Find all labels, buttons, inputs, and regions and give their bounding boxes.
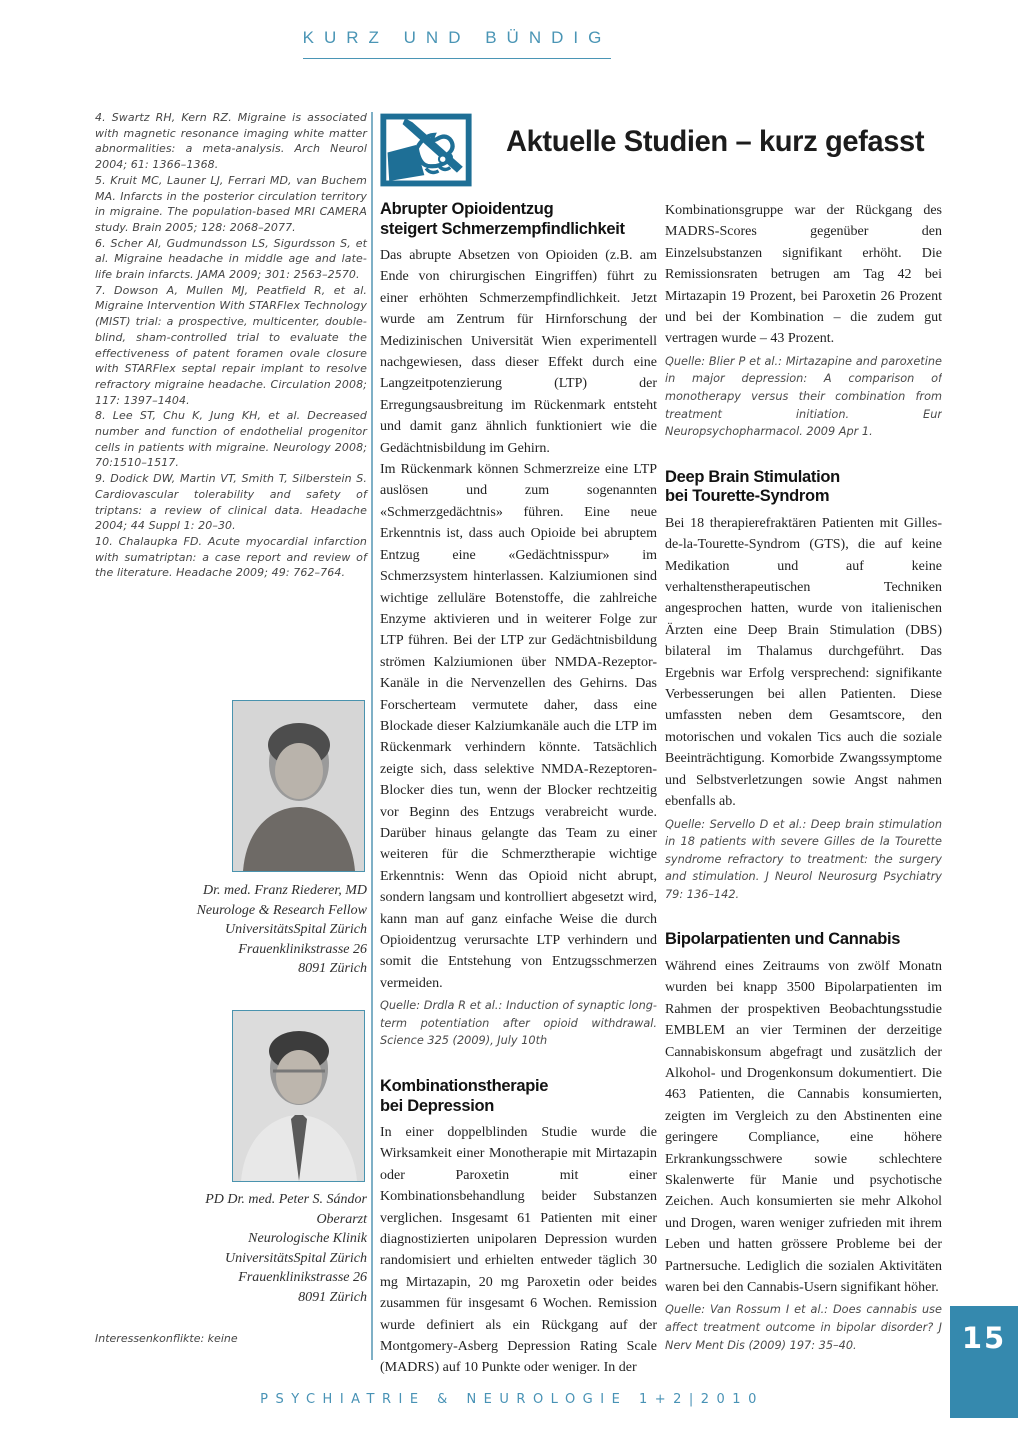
article-paragraph: In einer doppelblinden Studie wurde die Wirksamkeit einer Monotherapie mit Mirtazapin oder Paroxetin mit einer Kombinationsbehandlung beider Substanzen verglichen. Insgesamt 61 Patienten mit einer diagnostizierten unipolaren Depression wurden randomisiert und erhielten entweder täglich 30 mg Mirtazapin, 20 mg Paroxetin oder beides zusammen für insgesamt 6 Wochen. Remission wurde definiert als ein Rückgang auf der Montgomery-Asberg Depression Rating Scale (MADRS) auf 10 Punkte oder weniger. In der — [380, 1125, 657, 1376]
article-source: Quelle: Servello D et al.: Deep brain stimulation in 18 patients with severe Gilles de la Tourette syndrome refractory to treatment: the surgery and stimulation. J Neurol Neurosurg Psychiatry 79: 136–142. — [665, 817, 942, 901]
article-column-middle — [380, 200, 657, 1390]
rubric-title: KURZ UND BÜNDIG — [303, 28, 612, 59]
article-source: Quelle: Blier P et al.: Mirtazapine and paroxetine in major depression: A comparison of monotherapy versus their combination from treatment initiation. Eur Neuropsychopharmacol. 2009 Apr 1. — [665, 354, 942, 439]
article-source: Quelle: Drdla R et al.: Induction of synaptic long-term potentiation after opioid withdrawal. Science 325 (2009), July 10th — [380, 999, 657, 1048]
caption-line: Oberarzt — [316, 1211, 367, 1227]
caption-line: 8091 Zürich — [298, 1289, 367, 1305]
article-heading: Kombinationstherapie bei Depression — [380, 1077, 549, 1115]
reference-list — [95, 110, 367, 581]
article-combination-therapy — [380, 1077, 657, 1379]
reference-item: 8. Lee ST, Chu K, Jung KH, et al. Decreased number and function of endothelial progenitor cells in patients with migraine. Neurology 2008; 70:1510–1517. — [95, 409, 367, 470]
writing-hand-icon — [380, 113, 472, 187]
caption-line: Neurologische Klinik — [248, 1231, 367, 1246]
caption-line: PD Dr. med. Peter S. Sándor — [205, 1192, 367, 1207]
page-number-box — [950, 1306, 1018, 1418]
article-paragraph: Das abrupte Absetzen von Opioiden (z.B. am Ende von chirurgischen Eingriffen) führt zu einer erhöhten Schmerzempfindlichkeit. Jetzt wurde am Zentrum für Hirnforschung der Medizinischen Universität Wien experimentell nachgewiesen, dass dieser Effekt durch eine Langzeitpotenzierung (LTP) der Erregungsausbreitung im Rückenmark entsteht und damit ganz ähnlich funktioniert wie die Gedächtnisbildung im Gehirn. — [380, 248, 657, 456]
author-portrait-riederer — [232, 700, 365, 872]
reference-item: 9. Dodick DW, Martin VT, Smith T, Silberstein S. Cardiovascular tolerability and safety of triptans: a review of clinical data. Headache 2004; 44 Suppl 1: 20–30. — [95, 472, 367, 533]
page-number: 15 — [961, 1321, 1007, 1355]
caption-line: Frauenklinikstrasse 26 — [238, 1270, 367, 1285]
reference-item: 6. Scher AI, Gudmundsson LS, Sigurdsson S, et al. Migraine headache in middle age and late-life brain infarcts. JAMA 2009; 301: 2563–2570. — [95, 236, 367, 282]
author-caption-sandor — [95, 1190, 367, 1307]
journal-footer: PSYCHIATRIE & NEUROLOGIE 1+2|2010 — [260, 1392, 764, 1407]
reference-item: 4. Swartz RH, Kern RZ. Migraine is associated with magnetic resonance imaging white matter abnormalities: a meta-analysis. Arch Neurol 2004; 61: 1366–1368. — [95, 111, 367, 172]
section-title: Aktuelle Studien – kurz gefasst — [506, 125, 925, 158]
rubric-header — [0, 28, 914, 59]
article-paragraph: Kombinationsgruppe war der Rückgang des MADRS-Scores gegenüber den Einzelsubstanzen signifikant erhöht. Die Remissionsraten betrugen am Tag 42 bei Mirtazapin 19 Prozent, bei Paroxetin 26 Prozent und bei der Kombination – die zudem gut vertragen wurde – 43 Prozent. — [665, 203, 942, 347]
article-bipolar-cannabis — [665, 930, 942, 1354]
caption-line: Neurologe & Research Fellow — [196, 902, 367, 918]
caption-line: Dr. med. Franz Riederer, MD — [203, 883, 367, 898]
article-heading: Bipolarpatienten und Cannabis — [665, 930, 901, 949]
reference-item: 5. Kruit MC, Launer LJ, Ferrari MD, van Buchem MA. Infarcts in the posterior circulation territory in migraine. The population-based MRI CAMERA study. Brain 2005; 128: 2068–2077. — [95, 173, 367, 234]
conflict-of-interest-note: Interessenkonflikte: keine — [95, 1332, 238, 1345]
author-caption-riederer — [95, 881, 367, 979]
caption-line: Frauenklinikstrasse 26 — [238, 941, 367, 957]
portrait-placeholder-icon — [233, 1011, 364, 1181]
author-portrait-sandor — [232, 1010, 365, 1182]
caption-line: 8091 Zürich — [298, 961, 367, 976]
article-paragraph: Während eines Zeitraums von zwölf Monatn wurden bei knapp 3500 Bipolarpatienten im Rahmen der prospektiven Beobachtungsstudie EMBLEM an vier Terminen der derzeitige Cannabiskonsum abgefragt und zusätzlich der Alkohol- und Drogenkonsum dokumentiert. Die 463 Patienten, die Cannabis konsumierten, zeigten im Vergleich zu den Abstinenten eine geringere Compliance, eine höhere Erkrankungsschwere sowie schlechtere Skalenwerte für Manie und psychotische Zeichen. Auch konsumierten sie mehr Alkohol und Drogen, waren weniger zufrieden mit ihrem Leben und hatten grössere Probleme bei der Partnersuche. Lediglich die sozialen Aktivitäten waren bei den Cannabis-Usern signifikant höher. — [665, 958, 942, 1296]
article-deep-brain-stimulation — [665, 468, 942, 904]
caption-line: UniversitätsSpital Zürich — [225, 1250, 367, 1266]
column-divider — [371, 112, 373, 1360]
article-source: Quelle: Van Rossum I et al.: Does cannabis use affect treatment outcome in bipolar disorder? J Nerv Ment Dis (2009) 197: 35–40. — [665, 1303, 942, 1352]
article-opioid-withdrawal — [380, 200, 657, 1050]
article-paragraph: Bei 18 therapierefraktären Patienten mit Gilles-de-la-Tourette-Syndrom (GTS), die auf keine Medikation und auf keine verhaltenstherapeutischen Techniken angesprochen hatten, wurde von italienischen Ärzten eine Deep Brain Stimulation (DBS) bilateral im Thalamus durchgeführt. Das Ergebnis war Erfolg versprechend: signifikante Verbesserungen bei allen Patienten. Diese umfassten neben dem Gesamtscore, den motorischen und vokalen Tics auch die soziale Beeinträchtigung. Komorbide Zwangssymptome und Selbstverletzungen sowie Angst nahmen ebenfalls ab. — [665, 515, 942, 810]
reference-item: 10. Chalaupka FD. Acute myocardial infarction with sumatriptan: a case report and review of the literature. Headache 2009; 49: 762–764. — [95, 534, 367, 580]
article-heading: Abrupter Opioidentzug steigert Schmerzempfindlichkeit — [380, 200, 625, 238]
article-heading: Deep Brain Stimulation bei Tourette-Syndrom — [665, 467, 840, 506]
caption-line: UniversitätsSpital Zürich — [225, 922, 367, 937]
reference-item: 7. Dowson A, Mullen MJ, Peatfield R, et al. Migraine Intervention With STARFlex Technology (MIST) trial: a prospective, multicenter, double-blind, sham-controlled trial to evaluate the effectiveness of patent foramen ovale closure with STARFlex septal repair implant to resolve refractory migraine headache. Circulation 2008; 117: 1397–1404. — [95, 283, 367, 407]
article-column-right — [665, 200, 942, 1390]
article-combination-therapy-continued — [665, 200, 942, 441]
portrait-placeholder-icon — [233, 701, 364, 871]
article-paragraph: Im Rückenmark können Schmerzreize eine LTP auslösen und zum sogenannten «Schmerzgedächtnis» führen. Eine neue Erkenntnis ist, dass auch Opioide bei abruptem Entzug eine «Gedächtnisspur» im Schmerzsystem hinterlassen. Kalziumionen sind wichtige zelluläre Botenstoffe, die zahlreiche Enzyme aktivieren und in weiterer Folge zur LTP führen. Bei der LTP zur Gedächtnisbildung strömen Kalziumionen über NMDA-Rezeptor-Kanäle in die Nervenzellen des Gehirns. Das Forscherteam vermutete daher, dass eine Blockade dieser Kalziumkanäle auch die LTP im Rückenmark verhindern könnte. Tatsächlich zeigte sich, dass selektive NMDA-Rezeptoren-Blocker dies tun, wenn der Blocker rechtzeitig vor Beginn des Entzugs verabreicht wurde. Darüber hinaus gelangte das Team zu einer weiteren für die Schmerztherapie wichtige Erkenntnis: Wenn das Opioid nicht abrupt, sondern langsam und kontrolliert abgesetzt wird, kann man auf ganz einfache Weise die durch Opioidentzug verursachte LTP verhindern und somit die Entstehung von Entzugsschmerzen vermeiden. — [380, 462, 657, 991]
